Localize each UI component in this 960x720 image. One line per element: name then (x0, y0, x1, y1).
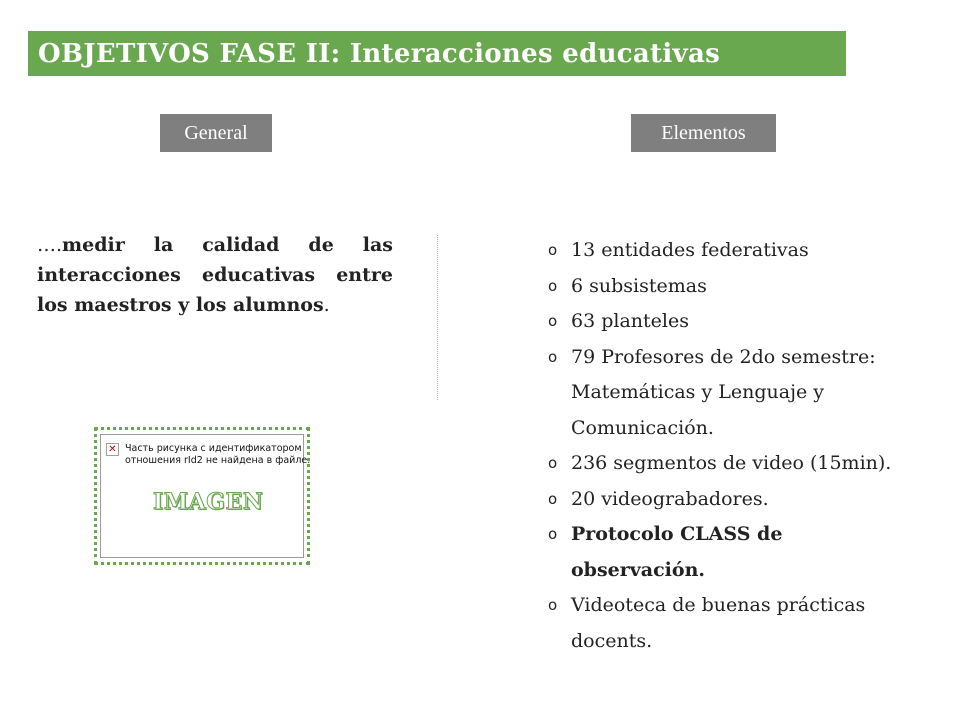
general-lead: …. (37, 234, 63, 256)
list-item-text: 20 videograbadores. (571, 487, 769, 510)
list-item (548, 588, 908, 659)
general-bold-text: medir la calidad de las interacciones educativas entre los maestros y los alumnos (37, 234, 393, 316)
list-item (548, 340, 908, 447)
bullet-marker: o (548, 312, 558, 330)
list-item (548, 482, 908, 518)
list-item-text: Protocolo CLASS de observación. (571, 523, 783, 581)
title-bar (28, 31, 846, 76)
bullet-marker: o (548, 241, 558, 259)
general-objective (37, 230, 393, 320)
list-item (548, 304, 908, 340)
missing-image-box (100, 434, 311, 558)
list-item-text: 236 segmentos de video (15min). (571, 452, 892, 474)
bullet-marker: o (548, 454, 558, 472)
bullet-marker: o (548, 276, 558, 295)
list-item-text: Videoteca de buenas prácticas docents. (571, 594, 866, 652)
image-placeholder (94, 427, 310, 565)
list-item (548, 446, 908, 482)
list-item (548, 517, 908, 588)
imagen-watermark: IMAGEN (153, 489, 264, 515)
elementos-label: Elementos (631, 114, 776, 152)
broken-image-icon: ✕ (106, 443, 119, 456)
list-item-text: 63 planteles (571, 310, 689, 332)
page-title: OBJETIVOS FASE II: Interacciones educativas (38, 38, 721, 69)
list-item-text: 6 subsistemas (571, 274, 707, 297)
list-item-text: 79 Profesores de 2do semestre: Matemáticas y Lenguaje y Comunicación. (571, 345, 876, 439)
general-label: General (160, 114, 272, 152)
list-item-text: 13 entidades federativas (571, 239, 809, 261)
bullet-marker: o (548, 525, 558, 543)
list-item (548, 269, 908, 305)
bullet-marker: o (548, 347, 558, 366)
general-end: . (323, 294, 330, 316)
column-divider (437, 235, 438, 400)
list-item (548, 233, 908, 269)
missing-image-message: Часть рисунка с идентификатором отношения rId2 не найдена в файле. (125, 443, 311, 466)
bullet-marker: o (548, 596, 558, 614)
bullet-marker: o (548, 489, 558, 508)
elements-list (548, 233, 908, 659)
